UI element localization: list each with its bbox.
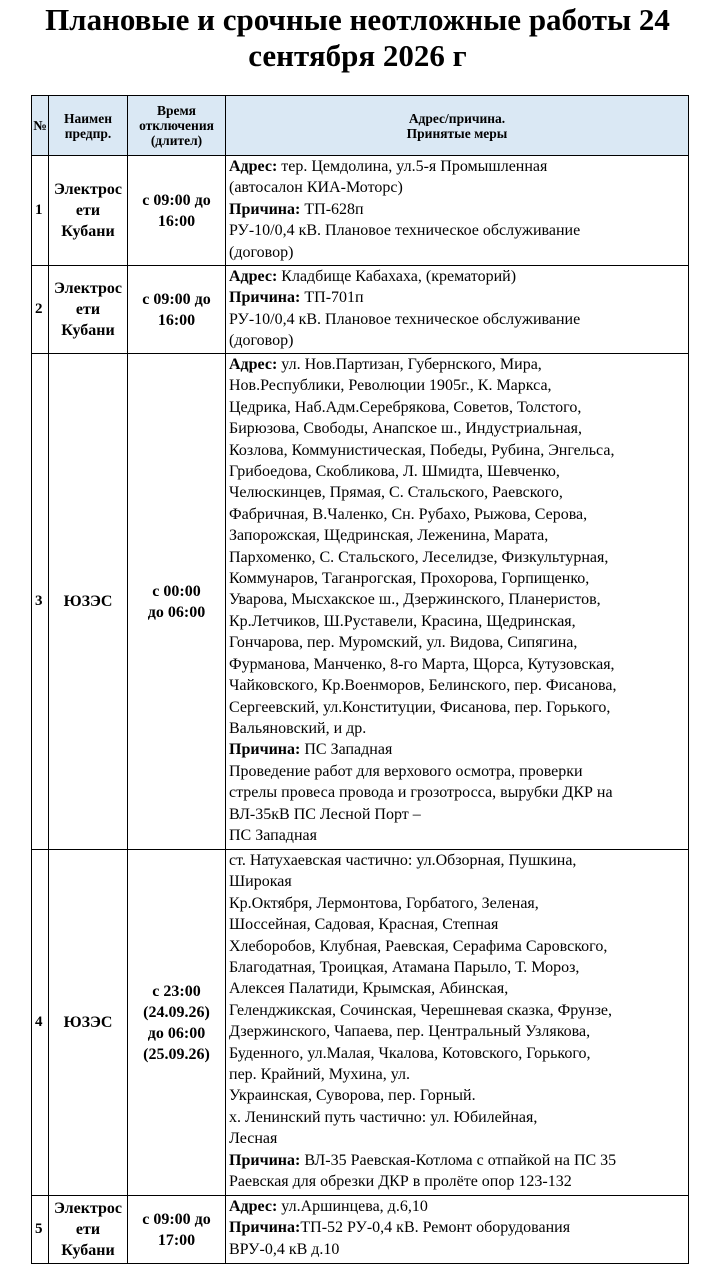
organization-name-line: ЮЗЭС <box>63 1014 113 1031</box>
field-text: (договор) <box>229 243 294 261</box>
row-number: 2 <box>32 266 49 354</box>
description-line <box>229 914 686 935</box>
organization-name-line: ети <box>75 301 101 318</box>
field-text: х. Ленинский путь частично: ул. Юбилейная, <box>229 1108 538 1126</box>
field-label: Причина: <box>229 741 301 759</box>
field-text: Челюскинцев, Прямая, С. Стальского, Раевского, <box>229 484 563 502</box>
field-text: Шоссейная, Садовая, Красная, Степная <box>229 916 499 934</box>
address-reason-cell <box>226 266 689 354</box>
address-reason-cell <box>226 354 689 850</box>
address-reason-cell <box>226 156 689 266</box>
field-text: Сергеевский, ул.Конституции, Фисанова, пер. Горького, <box>229 698 611 716</box>
field-label: Адрес: <box>229 356 278 373</box>
description-line <box>229 1000 686 1021</box>
description-line <box>229 1043 686 1064</box>
outage-time-line: (24.09.26) <box>143 1003 210 1021</box>
description-line <box>229 761 686 782</box>
description-line <box>229 654 686 675</box>
description-line <box>229 1021 686 1042</box>
header-time-line: Время <box>156 103 196 118</box>
field-text: ул. Нов.Партизан, Губернского, Мира, <box>277 356 542 373</box>
organization-name-line: Электрос <box>54 181 122 198</box>
field-text: Проведение работ для верхового осмотра, проверки <box>229 762 583 780</box>
field-text: РУ-10/0,4 кВ. Плановое техническое обслуживание <box>229 222 581 240</box>
field-label: Причина: <box>229 1219 301 1237</box>
outage-time-line: до 06:00 <box>147 603 206 621</box>
field-text: Дзержинского, Чапаева, пер. Центральный Узлякова, <box>229 1023 591 1041</box>
outage-time-line: 16:00 <box>157 311 196 329</box>
description-line <box>229 525 686 546</box>
title-line-2: сентября 2026 г <box>248 38 467 73</box>
field-text: Коммунаров, Таганрогская, Прохорова, Горпищенко, <box>229 570 590 588</box>
description-line <box>229 1128 686 1149</box>
field-text: Украинская, Суворова, пер. Горный. <box>229 1087 476 1105</box>
description-line <box>229 825 686 846</box>
outage-time-line: с 23:00 <box>152 982 201 1000</box>
description-line <box>229 242 686 263</box>
field-text: тер. Цемдолина, ул.5-я Промышленная <box>277 158 548 175</box>
table-row <box>32 156 689 266</box>
description-line <box>229 309 686 330</box>
description-line <box>229 978 686 999</box>
description-line <box>229 697 686 718</box>
field-text: Бирюзова, Свободы, Анапское ш., Индустриальная, <box>229 420 582 438</box>
field-text: РУ-10/0,4 кВ. Плановое техническое обслуживание <box>229 310 581 328</box>
organization-cell <box>49 850 128 1196</box>
field-label: Причина: <box>229 200 301 218</box>
outage-time-line: 17:00 <box>157 1231 196 1249</box>
header-num: № <box>32 96 49 156</box>
description-line <box>229 177 686 198</box>
field-text: (договор) <box>229 332 294 350</box>
description-line <box>229 632 686 653</box>
field-label: Причина: <box>229 1151 301 1169</box>
description-line <box>229 1196 686 1217</box>
field-label: Причина: <box>229 289 301 307</box>
header-time-line: отключения <box>139 118 214 133</box>
organization-name-line: Электрос <box>54 280 122 297</box>
organization-cell <box>49 156 128 266</box>
field-text: ст. Натухаевская частично: ул.Обзорная, Пушкина, <box>229 852 577 869</box>
field-text: Широкая <box>229 873 292 891</box>
description-line <box>229 354 686 375</box>
field-text: Нов.Республики, Революции 1905г., К. Маркса, <box>229 377 552 395</box>
organization-name-line: ети <box>75 202 101 219</box>
description-line <box>229 1239 686 1260</box>
description-line <box>229 397 686 418</box>
field-text: Чайковского, Кр.Военморов, Белинского, пер. Фисанова, <box>229 677 617 695</box>
description-line <box>229 1064 686 1085</box>
field-text: ВРУ-0,4 кВ д.10 <box>229 1240 340 1258</box>
description-line <box>229 287 686 308</box>
field-text: Буденного, ул.Малая, Чкалова, Котовского, Горького, <box>229 1044 591 1062</box>
field-text: Алексея Палатиди, Крымская, Абинская, <box>229 980 509 998</box>
header-org <box>49 96 128 156</box>
field-text: ул.Аршинцева, д.6,10 <box>277 1198 428 1215</box>
description-line <box>229 893 686 914</box>
field-text: Фурманова, Манченко, 8-го Марта, Щорса, Кутузовская, <box>229 655 615 673</box>
table-row <box>32 354 689 850</box>
description-line <box>229 330 686 351</box>
field-text: ТП-628п <box>300 200 364 218</box>
organization-name-line: Кубани <box>61 1242 115 1259</box>
outage-time-cell <box>128 354 226 850</box>
outage-time-line: (25.09.26) <box>143 1045 210 1063</box>
organization-name-line: ети <box>75 1221 101 1238</box>
description-line <box>229 482 686 503</box>
outage-time-line: с 09:00 до <box>142 290 211 308</box>
field-text: Раевская для обрезки ДКР в пролёте опор 123-132 <box>229 1173 572 1191</box>
field-text: ТП-52 РУ-0,4 кВ. Ремонт оборудования <box>300 1219 571 1237</box>
description-line <box>229 440 686 461</box>
field-text: Козлова, Коммунистическая, Победы, Рубина, Энгельса, <box>229 441 615 459</box>
description-line <box>229 199 686 220</box>
description-line <box>229 957 686 978</box>
organization-cell <box>49 266 128 354</box>
organization-name-line: ЮЗЭС <box>63 593 113 610</box>
field-text: Кр.Летчиков, Ш.Руставели, Красина, Щедринская, <box>229 612 576 630</box>
field-text: Гончарова, пер. Муромский, ул. Видова, Сипягина, <box>229 634 578 652</box>
description-line <box>229 611 686 632</box>
description-line <box>229 568 686 589</box>
field-text: ПС Западная <box>229 826 317 844</box>
description-line <box>229 1217 686 1238</box>
address-reason-cell <box>226 1196 689 1264</box>
description-line <box>229 1107 686 1128</box>
description-line <box>229 782 686 803</box>
header-desc-line: Адрес/причина. <box>408 110 506 126</box>
field-text: пер. Крайний, Мухина, ул. <box>229 1066 411 1084</box>
table-row <box>32 850 689 1196</box>
description-line <box>229 220 686 241</box>
description-line <box>229 718 686 739</box>
description-line <box>229 504 686 525</box>
field-text: Цедрика, Наб.Адм.Серебрякова, Советов, Толстого, <box>229 398 582 416</box>
description-line <box>229 1171 686 1192</box>
field-label: Адрес: <box>229 158 278 175</box>
description-line <box>229 547 686 568</box>
field-text: Фабричная, В.Чаленко, Сн. Рубахо, Рыжова, Серова, <box>229 505 588 523</box>
field-text: Хлеборобов, Клубная, Раевская, Серафима Саровского, <box>229 937 608 955</box>
table-header-row <box>32 96 689 156</box>
organization-name-line: Кубани <box>61 223 115 240</box>
field-label: Адрес: <box>229 1198 278 1215</box>
row-number: 3 <box>32 354 49 850</box>
field-text: ПС Западная <box>300 741 393 759</box>
outage-time-line: с 09:00 до <box>142 1210 211 1228</box>
field-text: Кр.Октября, Лермонтова, Горбатого, Зеленая, <box>229 894 539 912</box>
outage-table <box>31 95 689 1264</box>
description-line <box>229 375 686 396</box>
table-row <box>32 266 689 354</box>
outage-time-cell <box>128 850 226 1196</box>
header-time-line: (длител) <box>150 133 203 148</box>
row-number: 1 <box>32 156 49 266</box>
field-text: Вальяновский, и др. <box>229 719 367 737</box>
address-reason-cell <box>226 850 689 1196</box>
header-desc <box>226 96 689 156</box>
field-text: Благодатная, Троицкая, Атамана Парыло, Т. Мороз, <box>229 959 580 977</box>
outage-time-line: 16:00 <box>157 212 196 230</box>
field-text: Грибоедова, Скобликова, Л. Шмидта, Шевченко, <box>229 463 560 481</box>
field-text: Запорожская, Щедринская, Леженина, Марата, <box>229 527 549 545</box>
field-text: Геленджикская, Сочинская, Черешневая сказка, Фрунзе, <box>229 1001 613 1019</box>
outage-time-line: с 00:00 <box>152 582 201 600</box>
description-line <box>229 739 686 760</box>
description-line <box>229 589 686 610</box>
outage-time-cell <box>128 1196 226 1264</box>
description-line <box>229 1150 686 1171</box>
field-text: ВЛ-35кВ ПС Лесной Порт – <box>229 805 421 823</box>
description-line <box>229 936 686 957</box>
description-line <box>229 418 686 439</box>
organization-cell <box>49 354 128 850</box>
description-line <box>229 461 686 482</box>
field-text: Пархоменко, С. Стальского, Леселидзе, Физкультурная, <box>229 548 609 566</box>
title-line-1: Плановые и срочные неотложные работы 24 <box>45 2 670 37</box>
description-line <box>229 675 686 696</box>
header-org-line: Наимен <box>64 110 112 126</box>
outage-time-line: до 06:00 <box>147 1024 206 1042</box>
header-org-line: предпр. <box>64 125 112 141</box>
field-label: Адрес: <box>229 268 278 285</box>
row-number: 4 <box>32 850 49 1196</box>
organization-name-line: Электрос <box>54 1200 122 1217</box>
header-time <box>128 96 226 156</box>
field-text: Лесная <box>229 1130 278 1148</box>
outage-time-line: с 09:00 до <box>142 191 211 209</box>
row-number: 5 <box>32 1196 49 1264</box>
field-text: Кладбище Кабахаха, (крематорий) <box>277 268 517 285</box>
field-text: (автосалон КИА-Моторс) <box>229 179 403 197</box>
description-line <box>229 850 686 871</box>
description-line <box>229 156 686 177</box>
description-line <box>229 266 686 287</box>
header-desc-line: Принятые меры <box>406 125 508 141</box>
outage-time-cell <box>128 266 226 354</box>
description-line <box>229 804 686 825</box>
field-text: Уварова, Мысхакское ш., Дзержинского, Планеристов, <box>229 591 601 609</box>
description-line <box>229 871 686 892</box>
organization-name-line: Кубани <box>61 322 115 339</box>
description-line <box>229 1085 686 1106</box>
field-text: стрелы провеса провода и грозотросса, вырубки ДКР на <box>229 784 613 802</box>
outage-time-cell <box>128 156 226 266</box>
field-text: ВЛ-35 Раевская-Котлома с отпайкой на ПС 35 <box>300 1151 617 1169</box>
field-text: ТП-701п <box>300 289 364 307</box>
organization-cell <box>49 1196 128 1264</box>
table-row <box>32 1196 689 1264</box>
